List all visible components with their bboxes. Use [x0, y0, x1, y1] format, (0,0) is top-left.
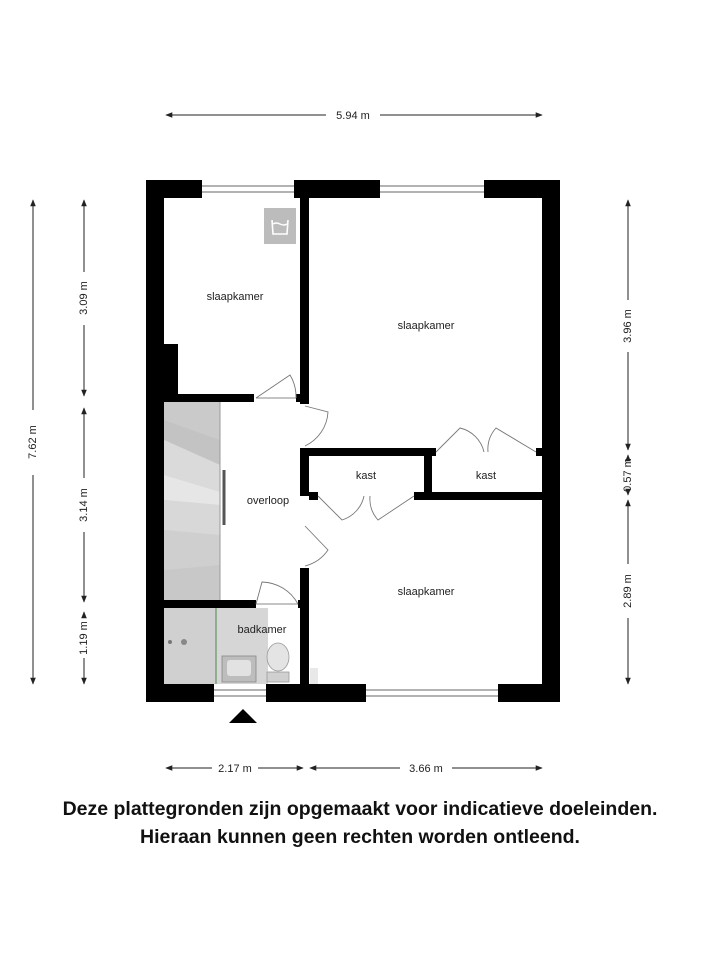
dimension-left-total	[27, 200, 39, 684]
dim-bottom-right: 3.66 m	[409, 763, 443, 775]
room-label-overloop: overloop	[246, 495, 290, 507]
disclaimer-line-2: Hieraan kunnen geen rechten worden ontleend.	[140, 826, 580, 848]
dim-left-middle: 3.14 m	[77, 488, 90, 522]
dim-bottom-left: 2.17 m	[218, 763, 252, 775]
dim-right-middle: 0.57 m	[621, 458, 634, 492]
room-label-slaapkamer-small: slaapkamer	[206, 291, 264, 303]
washing-machine-icon	[264, 208, 296, 244]
dim-right-lower: 2.89 m	[621, 574, 634, 608]
room-label-slaapkamer-large: slaapkamer	[397, 320, 455, 332]
room-label-badkamer: badkamer	[237, 624, 287, 636]
dim-left-total: 7.62 m	[26, 425, 39, 459]
shower-area	[164, 608, 216, 684]
staircase	[164, 402, 224, 600]
dimension-left-segments	[78, 200, 90, 684]
dim-left-upper: 3.09 m	[77, 281, 90, 315]
toilet	[267, 643, 289, 671]
shower-drain	[181, 639, 187, 645]
dimension-bottom	[166, 763, 542, 775]
entrance-arrow-icon	[229, 709, 257, 723]
room-label-slaapkamer-bottom: slaapkamer	[397, 586, 455, 598]
dim-left-lower: 1.19 m	[77, 621, 90, 655]
dimension-top	[166, 110, 542, 122]
dim-top-width: 5.94 m	[336, 110, 370, 122]
dimension-right-segments	[622, 200, 634, 684]
room-label-kast-left: kast	[355, 470, 377, 482]
disclaimer-line-1: Deze plattegronden zijn opgemaakt voor indicatieve doeleinden.	[62, 798, 658, 820]
room-label-kast-right: kast	[475, 470, 497, 482]
dim-right-upper: 3.96 m	[621, 309, 634, 343]
